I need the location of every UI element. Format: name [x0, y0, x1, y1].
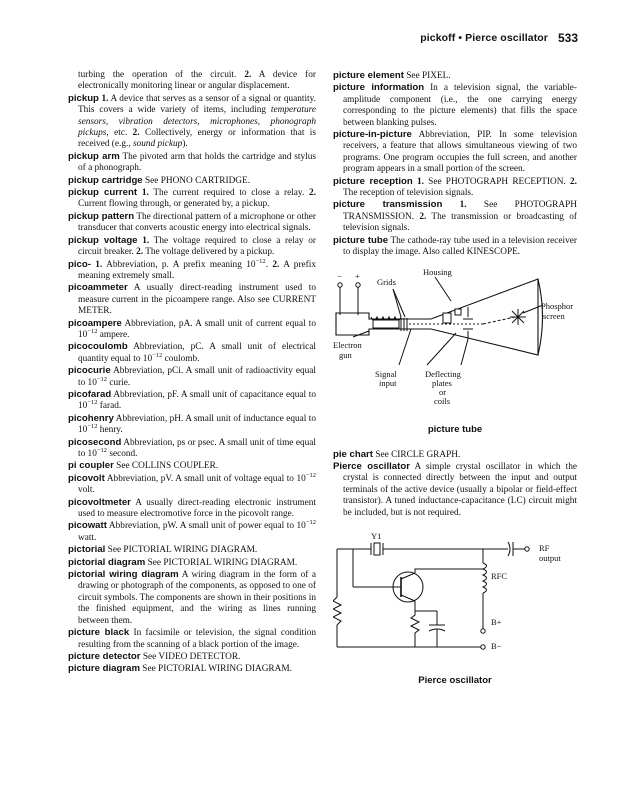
- gate-resistor-icon: [333, 597, 341, 625]
- entry-text: −12: [96, 447, 108, 454]
- dictionary-entry: [333, 235, 577, 259]
- plus-label: +: [355, 270, 360, 281]
- entry-headword: pickup cartridge: [68, 174, 143, 186]
- entry-text: 2.: [419, 211, 427, 222]
- running-head: pickoff • Pierce oscillator: [420, 32, 548, 44]
- entry-text: volt.: [78, 485, 95, 496]
- entry-headword: picture detector: [68, 650, 141, 662]
- picture-tube-caption: picture tube: [427, 423, 483, 435]
- entry-text: Collectively, energy or information that is received (e.g.,: [78, 128, 316, 150]
- bplus-label: B+: [491, 616, 502, 627]
- entry-text: In a television signal, the variable-amplitude component (i.e., the one carrying energy corresponding to the picture elements) that fills the space between blanking pulses.: [343, 83, 577, 128]
- bplus-terminal-icon: [481, 629, 485, 633]
- entry-text: 2.: [136, 247, 144, 258]
- dictionary-entry: [333, 70, 577, 82]
- terminal-minus-icon: [338, 282, 342, 286]
- y1-label: Y1: [371, 530, 382, 541]
- or-label: or: [439, 386, 447, 397]
- entry-text: second.: [107, 449, 138, 459]
- entry-text: ).: [182, 139, 188, 150]
- entry-text: The voltage delivered by a pickup.: [143, 247, 275, 258]
- right-column: [333, 70, 577, 689]
- entry-text: A wiring diagram in the form of a drawing or photograph of the components, as opposed to one of circuit symbols. The components are shown in their positions in the finished equipment, and the wiring as lines running between them.: [78, 570, 317, 626]
- terminal-plus-icon: [356, 282, 360, 286]
- plates-label: plates: [432, 377, 452, 388]
- rfc-inductor-icon: [483, 563, 487, 593]
- entry-text: Current flowing through, or generated by, a pickup.: [78, 199, 270, 210]
- dictionary-entry: [68, 318, 316, 342]
- dictionary-entry: [68, 627, 316, 651]
- entry-text: 2.: [309, 188, 317, 199]
- entry-text: Abbreviation, pA. A small unit of current equal to 10: [78, 318, 316, 340]
- page-header: [62, 32, 578, 48]
- crt-screen-curve: [538, 279, 543, 355]
- entry-headword: pie chart: [333, 448, 373, 460]
- picture-tube-diagram: [333, 265, 577, 435]
- entry-headword: pickup pattern: [68, 210, 135, 222]
- entry-headword: picture tube: [333, 234, 389, 246]
- dictionary-entry: [68, 259, 316, 283]
- entry-text: See PIXEL.: [403, 71, 451, 81]
- entry-headword: picture transmission: [333, 199, 443, 211]
- entry-headword: picocoulomb: [68, 341, 128, 353]
- entry-text: Abbreviation, pV. A small unit of voltage equal to 10: [104, 473, 306, 484]
- entry-text: The reception of television signals.: [343, 188, 474, 199]
- entry-text: −12: [87, 327, 98, 335]
- pierce-oscillator-caption: Pierce oscillator: [418, 674, 492, 686]
- entry-text: sound pickup: [132, 139, 183, 150]
- gun-label: gun: [339, 349, 352, 360]
- deflecting-plate-icon: [443, 313, 451, 323]
- dictionary-entry: [333, 461, 577, 519]
- entry-text: 1.: [416, 176, 424, 187]
- entry-text: −12: [305, 519, 316, 527]
- entry-text: 2.: [244, 70, 252, 80]
- page-number: 533: [557, 31, 578, 45]
- electron-label: Electron: [333, 339, 362, 350]
- dictionary-entry: [68, 497, 316, 521]
- dictionary-entry: [68, 365, 316, 389]
- input-label: input: [379, 377, 397, 388]
- entry-text: turbing the operation of the circuit.: [78, 70, 245, 80]
- entry-text: −12: [87, 399, 98, 407]
- entry-text: See PHONO CARTRIDGE.: [142, 175, 251, 186]
- entry-text: See COLLINS COUPLER.: [113, 461, 219, 472]
- entry-text: Abbreviation, pCi. A small unit of radioactivity equal to 10: [78, 366, 316, 388]
- entry-text: A prefix meaning extremely small.: [78, 259, 316, 281]
- entry-headword: picovolt: [68, 472, 105, 484]
- entry-text: farad.: [97, 401, 122, 412]
- entry-text: −12: [305, 471, 316, 479]
- source-resistor-icon: [411, 611, 419, 647]
- entry-text: .: [265, 259, 273, 270]
- dictionary-entry: [333, 449, 577, 461]
- entry-text: 1.: [101, 93, 109, 104]
- right-column-entries-top: [333, 70, 577, 259]
- entry-headword: picoammeter: [68, 282, 128, 294]
- entry-text: Abbreviation, pW. A small unit of power equal to 10: [106, 521, 306, 532]
- entry-headword: pickup voltage: [68, 234, 138, 246]
- dictionary-entry: [68, 151, 316, 175]
- entry-text: −12: [96, 375, 108, 383]
- dictionary-entry: [68, 341, 316, 365]
- entry-text: ampere.: [97, 329, 130, 340]
- dictionary-entry: [68, 187, 316, 211]
- entry-text: 1.: [95, 259, 103, 270]
- coils-label: coils: [434, 395, 451, 406]
- entry-text: Abbreviation, p. A prefix meaning 10: [102, 259, 256, 270]
- entry-text: 1.: [142, 235, 150, 246]
- entry-text: Abbreviation, ps or psec. A small unit of time equal to 10: [78, 437, 316, 459]
- entry-headword: picohenry: [68, 412, 114, 424]
- entry-headword: picovoltmeter: [68, 496, 131, 508]
- dictionary-entry: [68, 389, 316, 413]
- entry-headword: picture element: [333, 70, 404, 81]
- entry-text: A simple crystal oscillator in which the crystal is connected directly between the input and output terminals of the active device (usually a bipolar or field-effect transistor). A tuned inductance-capacitance (LC) circuit might be included, but is not required.: [343, 461, 578, 518]
- entry-text: The current required to close a relay.: [148, 188, 310, 199]
- entry-text: −12: [87, 423, 98, 431]
- entry-headword: pickup current: [68, 187, 138, 199]
- dictionary-entry: [68, 651, 316, 663]
- screen-label: screen: [543, 310, 565, 321]
- dictionary-entry: [68, 544, 316, 556]
- entry-text: 2.: [272, 259, 280, 270]
- entry-text: See CIRCLE GRAPH.: [373, 449, 461, 460]
- right-column-entries-bottom: [333, 449, 577, 519]
- deflecting-label: Deflecting: [425, 368, 461, 379]
- entry-text: The directional pattern of a microphone or other transducer that converts acoustic energy into electrical signals.: [78, 211, 316, 234]
- left-column: [68, 70, 316, 676]
- entry-headword: pictorial: [68, 544, 106, 556]
- entry-headword: picture reception: [333, 175, 413, 187]
- pierce-oscillator-schematic: [333, 529, 577, 674]
- dictionary-entry: [333, 82, 577, 129]
- entry-text: The voltage required to close a relay or circuit breaker.: [78, 235, 317, 258]
- entry-text: watt.: [78, 532, 97, 543]
- entry-text: 1.: [459, 200, 467, 211]
- entry-headword: picowatt: [68, 520, 107, 532]
- entry-text: temperature sensors, vibration detectors, microphones, phonograph pickups,: [78, 105, 316, 139]
- entry-text: 1.: [141, 188, 149, 199]
- entry-text: Abbreviation, pC. A small unit of electrical quantity equal to 10: [78, 342, 316, 364]
- entry-text: Abbreviation, pF. A small unit of capacitance equal to 10: [78, 389, 316, 412]
- entry-headword: pictorial diagram: [68, 556, 146, 568]
- dictionary-entry: [68, 569, 316, 627]
- entry-text: See PHOTOGRAPH RECEPTION.: [423, 176, 571, 187]
- entry-headword: picofarad: [68, 388, 112, 400]
- crystal-icon: [371, 543, 383, 555]
- rf-output-terminal-icon: [525, 547, 529, 551]
- entry-headword: pictorial wiring diagram: [68, 569, 179, 581]
- output-capacitor-icon: [508, 542, 510, 556]
- signal-label: Signal: [375, 368, 397, 379]
- entry-text: See PICTORIAL WIRING DIAGRAM.: [105, 545, 258, 556]
- dictionary-entry: [68, 663, 316, 675]
- dictionary-entry: [333, 129, 577, 176]
- entry-text: henry.: [97, 425, 123, 436]
- entry-headword: picosecond: [68, 436, 122, 448]
- entry-text: A usually direct-reading electronic instrument used to measure electromotive force in the picovolt range.: [78, 497, 316, 520]
- entry-text: Abbreviation, pH. A small unit of inductance equal to 10: [78, 413, 316, 436]
- entry-headword: picocurie: [68, 365, 111, 377]
- entry-headword: pi coupler: [68, 460, 114, 472]
- entry-headword: picture-in-picture: [333, 129, 412, 141]
- entry-text: Abbreviation, PIP. In some television receivers, a feature that allows simultaneous viewing of two programs. One program occupies the full screen, and another program appears in a small portion of the screen.: [343, 130, 577, 175]
- entry-headword: picoampere: [68, 317, 122, 329]
- entry-text: −12: [152, 351, 163, 359]
- entry-text: In facsimile or television, the signal condition resulting from the scanning of a black portion of the image.: [78, 628, 316, 650]
- entry-headword: picture diagram: [68, 663, 140, 675]
- entry-text: See PICTORIAL WIRING DIAGRAM.: [145, 557, 298, 568]
- entry-headword: pico-: [68, 258, 91, 270]
- bminus-terminal-icon: [481, 645, 485, 649]
- entry-text: A usually direct-reading instrument used to measure current in the picoampere range. Also see CURRENT METER.: [78, 283, 316, 317]
- dictionary-entry: [333, 176, 577, 200]
- entry-text: See PHOTOGRAPH TRANSMISSION.: [343, 200, 577, 222]
- dictionary-entry: [68, 211, 316, 235]
- entry-text: The pivoted arm that holds the cartridge and stylus of a phonograph.: [78, 151, 316, 174]
- minus-label: −: [337, 270, 342, 281]
- entry-headword: pickup: [68, 92, 99, 104]
- entry-text: etc.: [108, 128, 133, 139]
- entry-text: A device that serves as a sensor of a signal or quantity. This covers a wide variety of items, including: [78, 93, 317, 116]
- rfc-label: RFC: [491, 570, 508, 581]
- entry-headword: picture black: [68, 627, 130, 639]
- entry-headword: pickup arm: [68, 150, 120, 162]
- entry-text: The transmission or broadcasting of television signals.: [343, 211, 577, 234]
- output-label: output: [539, 552, 561, 563]
- dictionary-entry: [68, 93, 316, 151]
- entry-text: A device for electronically monitoring linear or angular displacement.: [78, 70, 316, 92]
- entry-text: 2.: [132, 128, 140, 139]
- dictionary-entry: [68, 413, 316, 437]
- pierce-oscillator-figure: [333, 529, 577, 689]
- entry-headword: picture information: [333, 82, 425, 94]
- dictionary-entry: [68, 520, 316, 544]
- entry-text: See PICTORIAL WIRING DIAGRAM.: [139, 664, 292, 675]
- housing-label: Housing: [423, 266, 452, 277]
- entry-text: coulomb.: [162, 353, 200, 364]
- phosphor-spot-icon: [510, 309, 526, 325]
- dictionary-entry: [333, 199, 577, 234]
- continued-entry: [68, 70, 316, 93]
- dictionary-entry: [68, 460, 316, 472]
- rf-label: RF: [539, 542, 550, 553]
- picture-tube-figure: [333, 265, 577, 435]
- dictionary-entry: [68, 437, 316, 461]
- entry-text: −12: [255, 257, 266, 265]
- bminus-label: B−: [491, 640, 502, 651]
- entry-text: The cathode-ray tube used in a television receiver to display the image. Also called KINESCOPE.: [343, 235, 577, 258]
- entry-text: curie.: [107, 377, 131, 388]
- dictionary-entry: [68, 235, 316, 259]
- entry-text: 2.: [570, 176, 577, 187]
- entry-headword: Pierce oscillator: [333, 460, 410, 472]
- entry-text: [442, 200, 459, 210]
- phosphor-label: Phosphor: [541, 300, 574, 311]
- entry-text: See VIDEO DETECTOR.: [140, 651, 241, 662]
- grids-label: Grids: [377, 276, 396, 287]
- crt-housing-outline: [336, 276, 538, 355]
- dictionary-entry: [68, 175, 316, 187]
- dictionary-entry: [68, 473, 316, 497]
- dictionary-entry: [68, 282, 316, 317]
- dictionary-entry: [68, 557, 316, 569]
